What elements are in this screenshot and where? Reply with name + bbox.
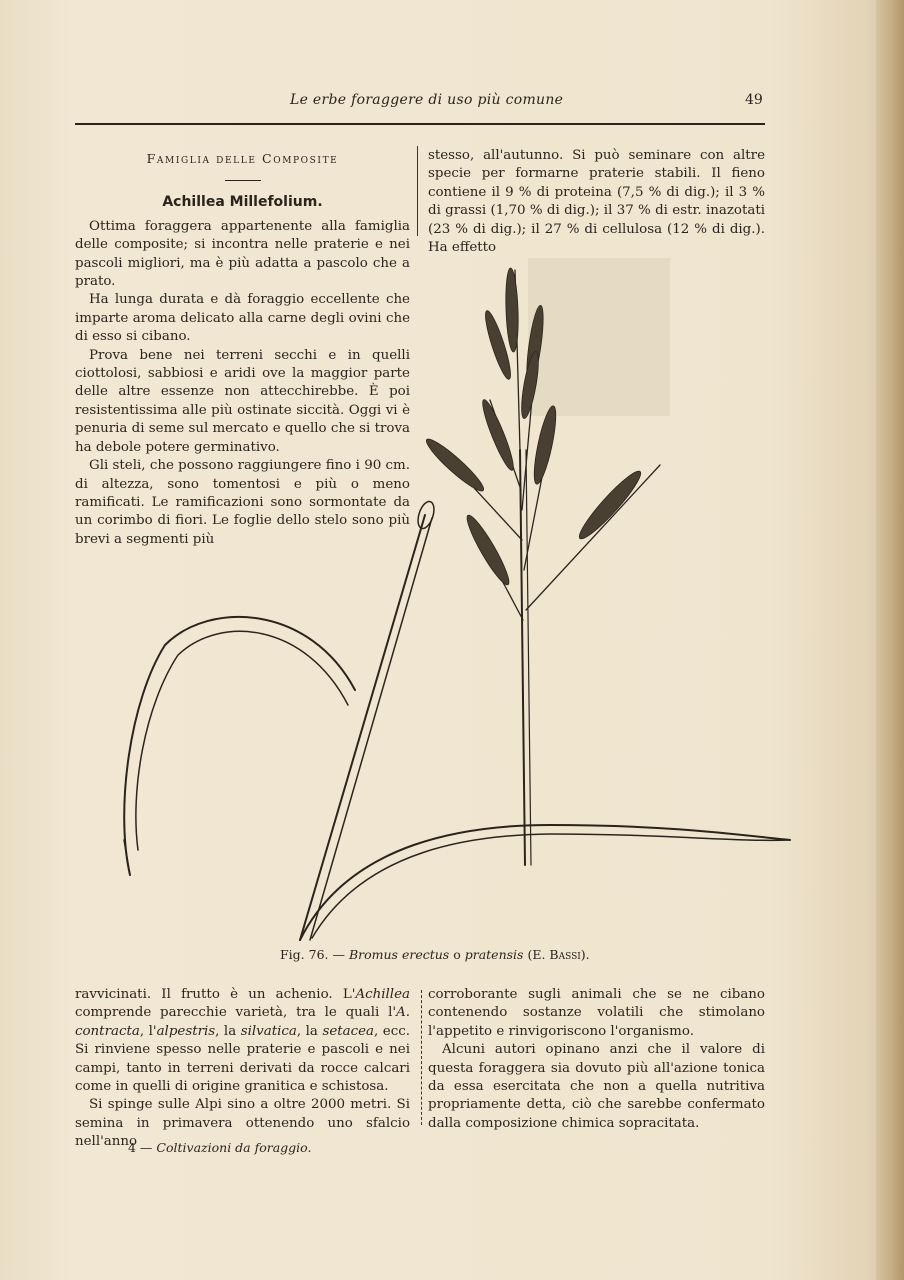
italic-run: silvatica (240, 1023, 297, 1039)
paragraph: Prova bene nei terreni secchi e in quelli ciottolosi, sabbiosi e aridi ove la maggior parte delle altre essenze non attecchirebbe. È poi resistentissima alle più ostinate siccità. Oggi vi è penuria di seme sul mercato e quello che si trova ha debole potere germinativo. (75, 347, 410, 455)
page-number: 49 (745, 92, 763, 108)
figure-conjunction: o (453, 947, 461, 962)
text-run: , la (296, 1023, 323, 1039)
paragraph: Ottima foraggera appartenente alla famiglia delle composite; si incontra nelle praterie e nei pascoli migliori, ma è più adatta a pascolo che a prato. (75, 218, 410, 290)
paragraph (75, 986, 410, 1096)
text-run: ravvicinati. Il frutto è un achenio. L' (75, 987, 356, 1002)
grass-illustration (110, 250, 810, 950)
right-column-bottom (428, 986, 765, 1133)
italic-run: setacea (322, 1023, 375, 1039)
text-run: comprende parecchie varietà, tra le quali l' (75, 1005, 397, 1021)
paragraph: Alcuni autori opinano anzi che il valore di questa foraggera sia dovuto più all'azione tonica da essa esercitata che non a quella nutritiva propriamente detta, ciò che sarebbe confermato dalla composizione chimica sopracitata. (428, 1042, 765, 1131)
figure-species-a: Bromus erectus (348, 947, 450, 962)
paragraph: Ha lunga durata e dà foraggio eccellente che imparte aroma delicato alla carne degli ovini che di esso si cibano. (75, 292, 410, 345)
figure-caption (280, 947, 590, 962)
figure-credit: (E. Bassi). (527, 947, 590, 962)
text-run: , ecc. Si rinviene spesso nelle praterie e pascoli e nei campi, tanto in terreni derivati da rocce calcari come in quelli di origine granitica e schistosa. (75, 1023, 410, 1095)
paragraph: stesso, all'autunno. Si può seminare con altre specie per formarne praterie stabili. Il fieno contiene il 9 % di proteina (7,5 % di dig.); il 3 % di grassi (1,70 % di dig.); il 37 % di estr. inazotati (23 % di dig.); il 27 % di cellulosa (12 % di dig.). Ha effetto (428, 148, 765, 256)
paragraph: Gli steli, che possono raggiungere fino i 90 cm. di altezza, sono tomentosi e più o meno ramificati. Le ramificazioni sono sormontate da un corimbo di fiori. Le foglie dello stelo sono più brevi a segmenti più (75, 458, 410, 547)
family-heading: Famiglia delle Composite (146, 151, 339, 166)
header-rule (75, 123, 765, 125)
figure-species-b: pratensis (464, 947, 524, 962)
right-column-top (428, 147, 765, 257)
page-edge (876, 0, 904, 1280)
italic-run: Achillea (355, 987, 410, 1002)
paragraph: Si spinge sulle Alpi sino a oltre 2000 metri. Si semina in primavera ottenendo uno sfalcio nell'anno (75, 1097, 410, 1150)
text-run: , la (215, 1023, 241, 1039)
column-divider (421, 990, 422, 1125)
species-heading: Achillea Millefolium. (162, 194, 323, 211)
book-title: Coltivazioni da foraggio. (156, 1140, 312, 1155)
paragraph: corroborante sugli animali che se ne cibano contenendo sostanze volatili che stimolano l'appetito e rinvigoriscono l'organismo. (428, 987, 765, 1039)
heading-rule (225, 180, 261, 181)
column-divider (417, 146, 418, 236)
signature-line (128, 1140, 311, 1155)
signature-number: 4 — (128, 1140, 153, 1155)
figure-label: Fig. 76. — (280, 947, 345, 962)
text-run: , l' (139, 1023, 157, 1039)
italic-run: alpestris (156, 1023, 216, 1039)
italic-run: A. contracta (75, 1005, 410, 1039)
running-title: Le erbe foraggere di uso più comune (290, 92, 564, 108)
left-column-bottom (75, 986, 410, 1152)
